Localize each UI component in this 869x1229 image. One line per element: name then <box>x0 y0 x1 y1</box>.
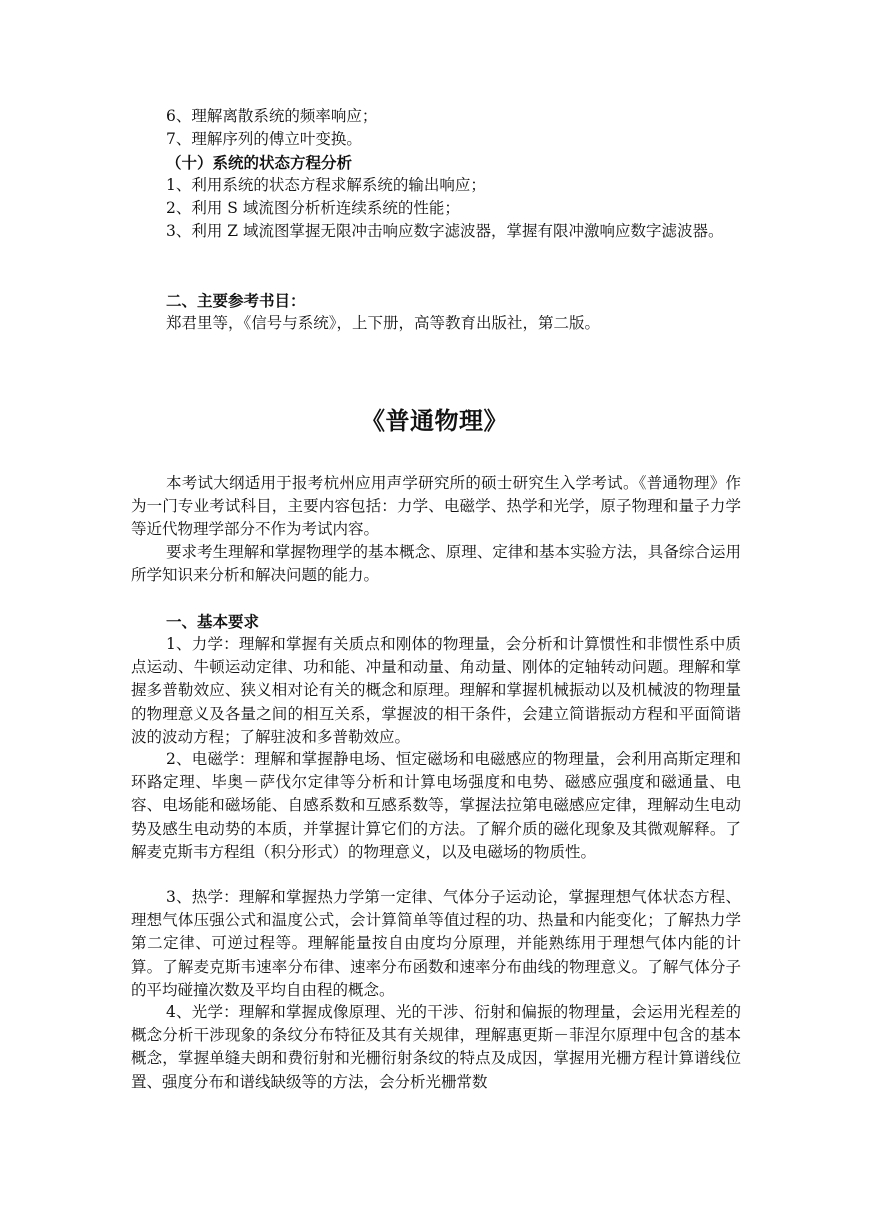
list-item-7: 7、理解序列的傅立叶变换。 <box>166 130 362 148</box>
requirements-heading: 一、基本要求 <box>166 612 260 631</box>
intro-paragraph-2: 要求考生理解和掌握物理学的基本概念、原理、定律和基本实验方法，具备综合运用所学知识来分析和解决问题的能力。 <box>131 543 741 585</box>
list-item-state-3: 3、利用 Z 域流图掌握无限冲击响应数字滤波器，掌握有限冲激响应数字滤波器。 <box>166 222 724 240</box>
page-title: 《普通物理》 <box>361 406 508 435</box>
list-item-6: 6、理解离散系统的频率响应； <box>166 107 378 125</box>
requirement-thermodynamics: 3、热学：理解和掌握热力学第一定律、气体分子运动论，掌握理想气体状态方程、理想气体压强公式和温度公式，会计算简单等值过程的功、热量和内能变化；了解热力学第二定律、可逆过程等。理解能量按自由度均分原理，并能熟练用于理想气体内能的计算。了解麦克斯韦速率分布律、速率分布函数和速率分布曲线的物理意义。了解气体分子的平均碰撞次数及平均自由程的概念。 <box>131 888 741 999</box>
intro-paragraph-1: 本考试大纲适用于报考杭州应用声学研究所的硕士研究生入学考试。《普通物理》作为一门专业考试科目，主要内容包括：力学、电磁学、热学和光学，原子物理和量子力学等近代物理学部分不作为考试内容。 <box>131 474 741 539</box>
list-item-state-2: 2、利用 S 域流图分析析连续系统的性能； <box>166 199 460 217</box>
requirement-electromagnetism: 2、电磁学：理解和掌握静电场、恒定磁场和电磁感应的物理量，会利用高斯定理和环路定理、毕奥－萨伐尔定律等分析和计算电场强度和电势、磁感应强度和磁通量、电容、电场能和磁场能、自感系数和互感系数等，掌握法拉第电磁感应定律，理解动生电动势及感生电动势的本质，并掌握计算它们的方法。了解介质的磁化现象及其微观解释。了解麦克斯韦方程组（积分形式）的物理意义，以及电磁场的物质性。 <box>131 750 741 861</box>
list-item-state-1: 1、利用系统的状态方程求解系统的输出响应； <box>166 176 486 194</box>
requirement-optics: 4、光学：理解和掌握成像原理、光的干涉、衍射和偏振的物理量，会运用光程差的概念分析干涉现象的条纹分布特征及其有关规律，理解惠更斯－菲涅尔原理中包含的基本概念，掌握单缝夫朗和费衍射和光栅衍射条纹的特点及成因，掌握用光栅方程计算谱线位置、强度分布和谱线缺级等的方法，会分析光栅常数 <box>131 1003 741 1091</box>
requirement-mechanics: 1、力学：理解和掌握有关质点和刚体的物理量，会分析和计算惯性和非惯性系中质点运动、牛顿运动定律、功和能、冲量和动量、角动量、刚体的定轴转动问题。理解和掌握多普勒效应、狭义相对论有关的概念和原理。理解和掌握机械振动以及机械波的物理量的物理意义及各量之间的相互关系，掌握波的相干条件，会建立简谐振动方程和平面简谐波的波动方程；了解驻波和多普勒效应。 <box>131 635 741 746</box>
references-text: 郑君里等，《信号与系统》，上下册，高等教育出版社，第二版。 <box>166 314 601 332</box>
section-heading-state-equation: （十）系统的状态方程分析 <box>166 153 353 172</box>
references-heading: 二、主要参考书目： <box>166 291 306 310</box>
